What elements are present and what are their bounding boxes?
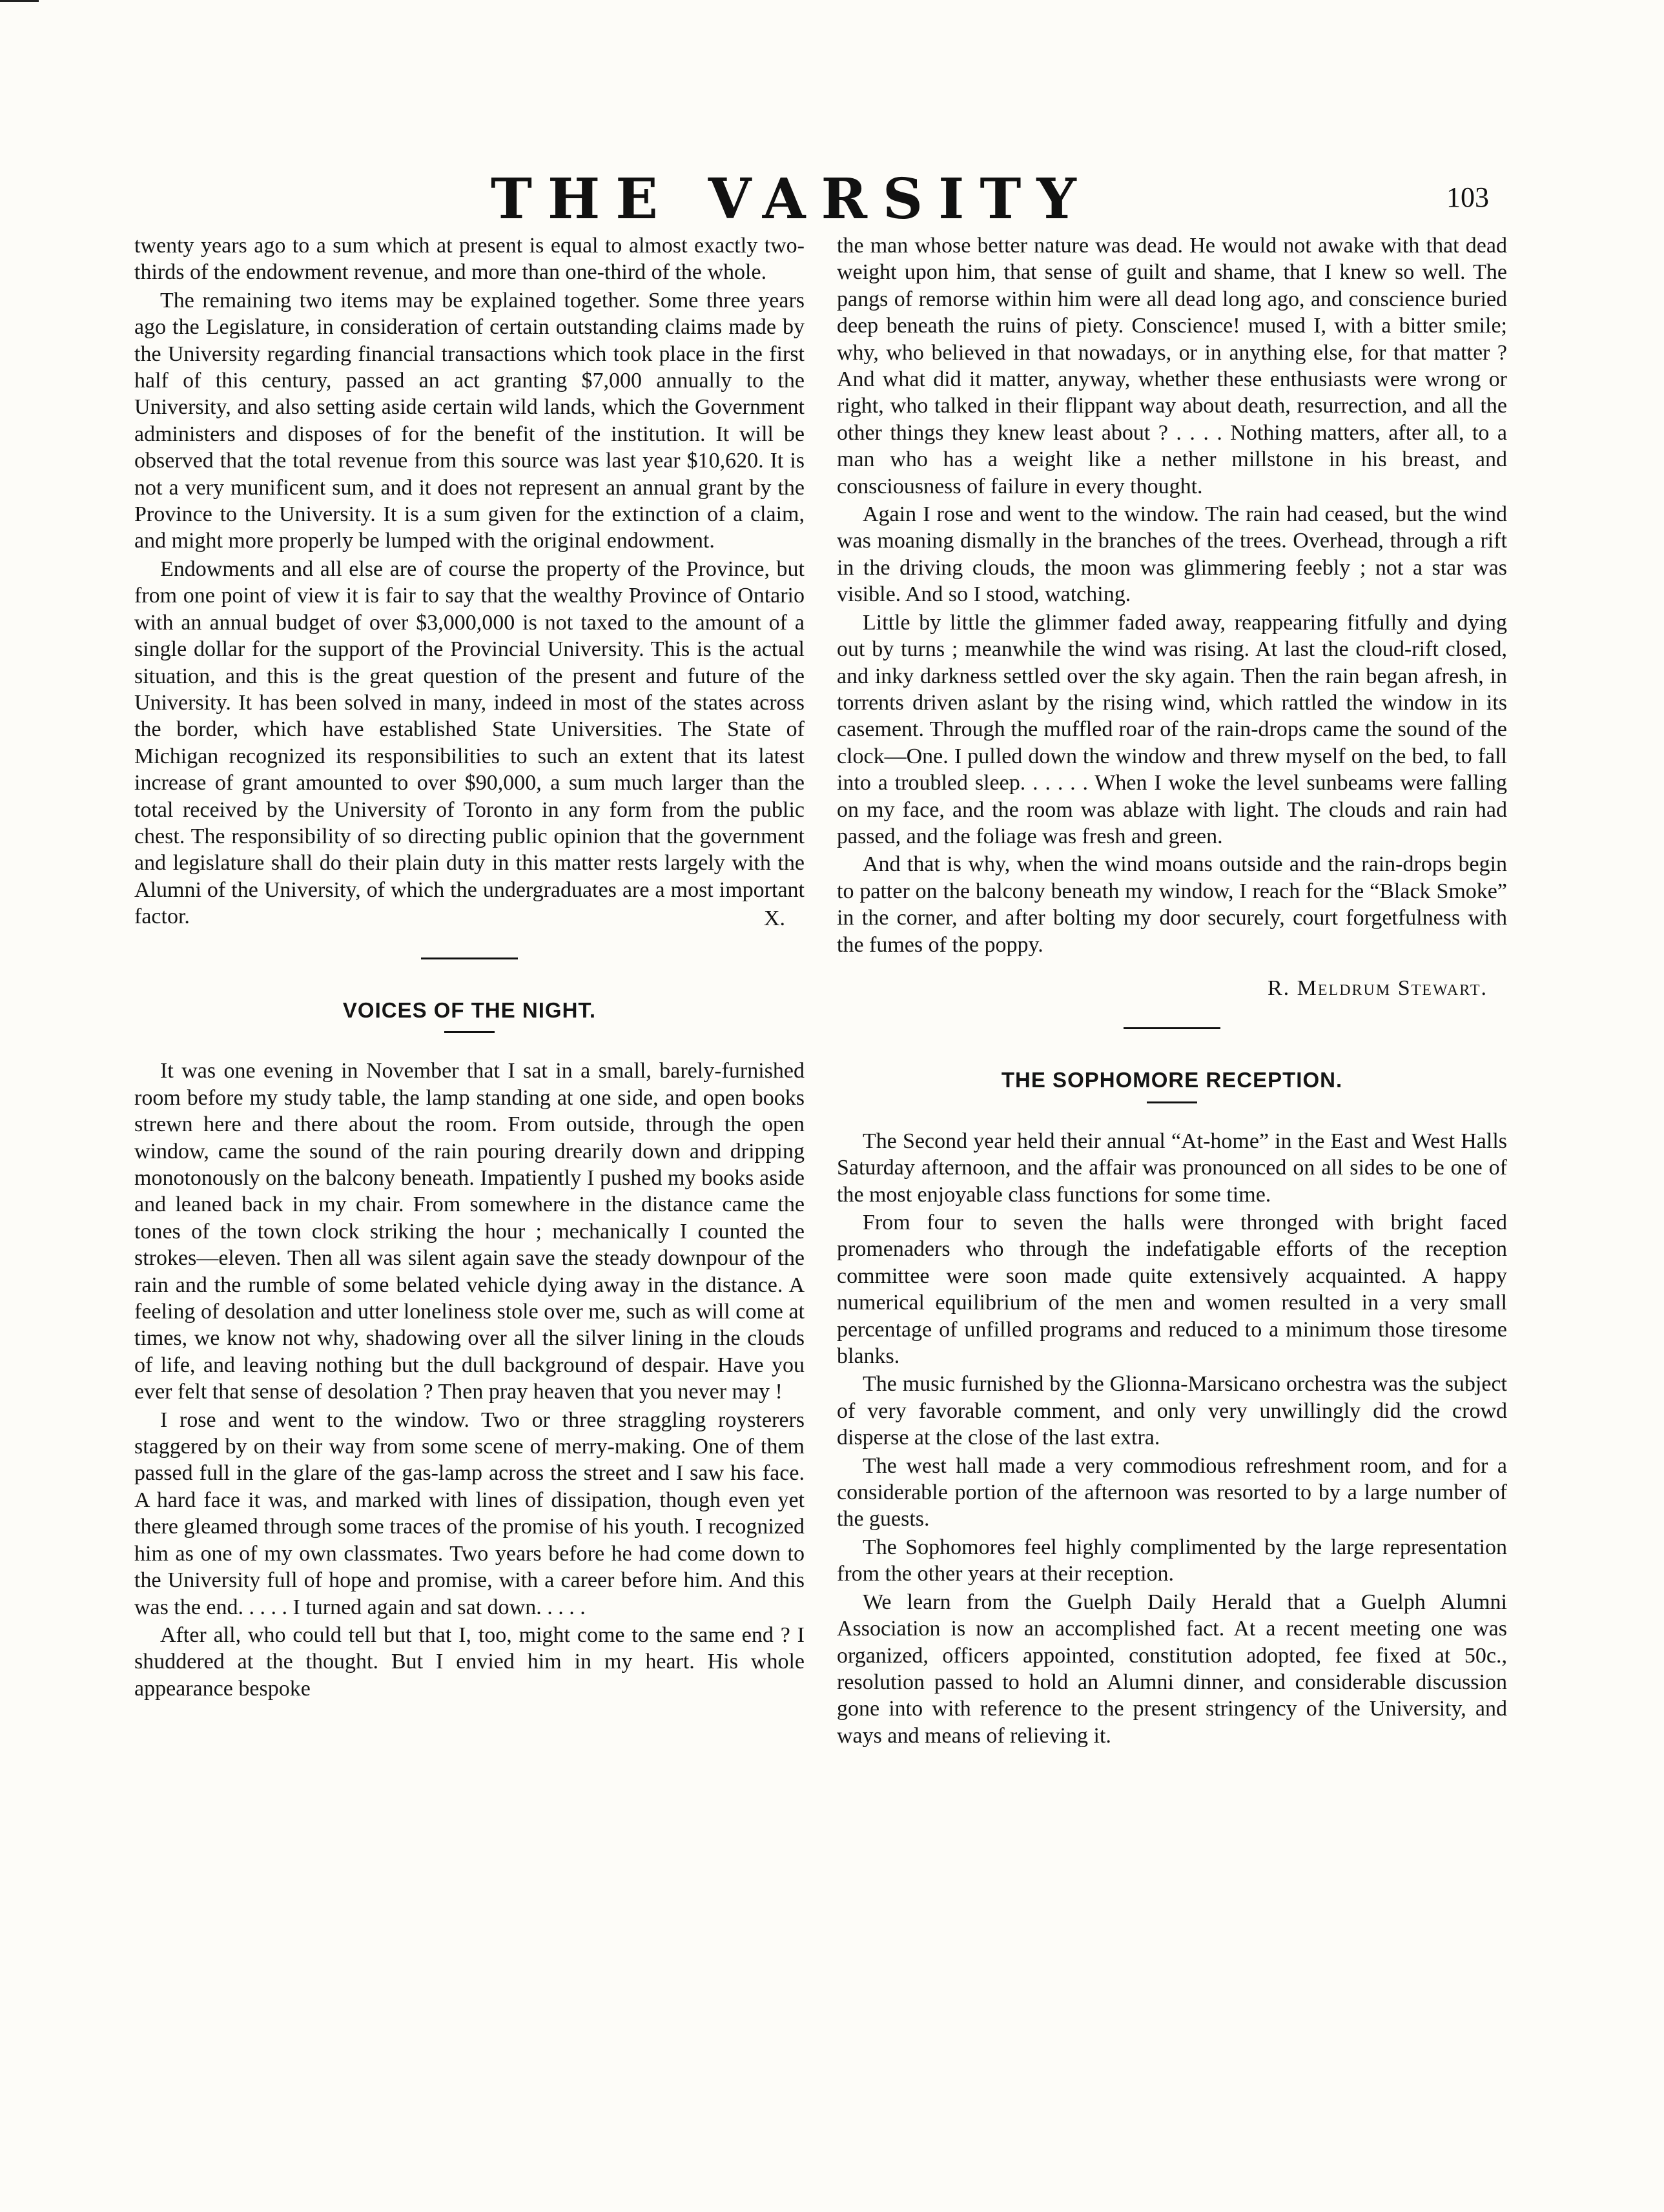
heading-underline — [1147, 1101, 1197, 1103]
page-number: 103 — [1446, 181, 1489, 213]
right-column — [837, 232, 1507, 1750]
paragraph: The Sophomores feel highly complimented by the large representation from the other years at their reception. — [837, 1535, 1507, 1586]
corner-rule — [0, 0, 39, 2]
masthead — [0, 161, 1664, 232]
paragraph: The remaining two items may be explained together. Some three years ago the Legislature, in consideration of certain outstanding claims made by the University regarding financial transactions which took place in the first half of this century, passed an act granting $7,000 annually to the University, and also setting aside certain wild lands, which the Government administers and disposes of for the benefit of the institution. It will be observed that the total revenue from this source was last year $10,620. It is not a very munificent sum, and it does not represent an annual grant by the Province to the University. It is a sum given for the extinction of a claim, and might more properly be lumped with the original endowment. — [134, 288, 805, 553]
paragraph: The west hall made a very commodious refreshment room, and for a considerable portion of the afternoon was resorted to by a large number of the guests. — [837, 1453, 1507, 1531]
paragraph: The music furnished by the Glionna-Marsicano orchestra was the subject of very favorable comment, and only very unwillingly did the crowd disperse at the close of the last extra. — [837, 1372, 1507, 1450]
paragraph: Endowments and all else are of course the property of the Province, but from one point of view it is fair to say that the wealthy Province of Ontario with an annual budget of over $3,000,000 is not taxed to the amount of a single dollar for the support of the Provincial University. This is the actual situation, and this is the great question of the present and future of the University. It has been solved in many, indeed in most of the states across the border, which have established State Universities. The State of Michigan recognized its responsibilities to such an extent that its latest increase of grant amounted to over $90,000, a sum much larger than the total received by the University of Toronto in any form from the public chest. The responsibility of so directing public opinion that the government and legislature shall do their plain duty in this matter rests largely with the Alumni of the University, of which the undergraduates are a most important factor. — [134, 557, 805, 929]
section-divider — [1124, 1027, 1220, 1029]
author-byline: R. Meldrum Stewart. — [1267, 976, 1488, 1000]
masthead-title: THE VARSITY — [491, 167, 1092, 232]
paragraph: The Second year held their annual “At-home” in the East and West Halls Saturday afternoon, and the affair was pronounced on all sides to be one of the most enjoyable class functions for some time. — [837, 1129, 1507, 1207]
paragraph: the man whose better nature was dead. He would not awake with that dead weight upon him, that sense of guilt and shame, that I knew so well. The pangs of remorse within him were all dead long ago, and conscience buried deep beneath the ruins of piety. Conscience! mused I, with a bitter smile; why, who believed in that nowadays, or in anything else, for that matter ? And what did it matter, anyway, whether these enthusiasts were wrong or right, who talked in their flippant way about death, resurrection, and all the other things they knew least about ? . . . . Nothing matters, after all, to a man who has a weight like a nether millstone in his breast, and consciousness of failure in every thought. — [837, 234, 1507, 498]
paragraph: It was one evening in November that I sat in a small, barely-furnished room before my study table, the lamp standing at one side, and open books strewn here and there about the room. From outside, through the open window, came the sound of the rain pouring drearily down and dripping monotonously on the balcony beneath. Impatiently I pushed my books aside and leaned back in my chair. From somewhere in the distance came the tones of the town clock striking the hour ; mechanically I counted the strokes—eleven. Then all was silent again save the steady downpour of the rain and the rumble of some belated vehicle dying away in the distance. A feeling of desolation and utter loneliness stole over me, such as will come at times, we know not why, shadowing over all the silver lining in the clouds of life, and leaving nothing but the dull background of despair. Have you ever felt that sense of desolation ? Then pray heaven that you never may ! — [134, 1059, 805, 1404]
paragraph: After all, who could tell but that I, too, might come to the same end ? I shuddered at the thought. But I envied him in my heart. His whole appearance bespoke — [134, 1623, 805, 1701]
paragraph: Little by little the glimmer faded away, reappearing fitfully and dying out by turns ; meanwhile the wind was rising. At last the cloud-rift closed, and inky darkness settled over the sky again. Then the rain began afresh, in torrents driven aslant by the rising wind, which rattled the window in its casement. Through the muffled roar of the rain-drops came the sound of the clock—One. I pulled down the window and threw myself on the bed, to fall into a troubled sleep. . . . . . When I woke the level sunbeams were falling on my face, and the room was ablaze with light. The clouds and rain had passed, and the foliage was fresh and green. — [837, 610, 1507, 848]
left-column — [134, 232, 805, 1703]
paragraph: We learn from the Guelph Daily Herald that a Guelph Alumni Association is now an accomplished fact. At a recent meeting one was organized, officers appointed, constitution adopted, fee fixed at 50c., resolution passed to hold an Alumni dinner, and considerable discussion gone into with reference to the present stringency of the University, and ways and means of relieving it. — [837, 1590, 1507, 1748]
paragraph: From four to seven the halls were thronged with bright faced promenaders who through the indefatigable efforts of the reception committee were soon made quite extensively acquainted. A happy numerical equilibrium of the men and women resulted in a very small percentage of unfilled programs and reduced to a minimum those tiresome blanks. — [837, 1211, 1507, 1369]
paragraph: And that is why, when the wind moans outside and the rain-drops begin to patter on the balcony beneath my window, I reach for the “Black Smoke” in the corner, and after bolting my door securely, court forgetfulness with the fumes of the poppy. — [837, 852, 1507, 957]
section-divider — [421, 958, 518, 959]
article-signature: X. — [763, 906, 785, 930]
heading-underline — [444, 1031, 495, 1033]
article-heading: THE SOPHOMORE RECEPTION. — [1001, 1068, 1343, 1092]
paragraph: twenty years ago to a sum which at present is equal to almost exactly two-thirds of the endowment revenue, and more than one-third of the whole. — [134, 234, 805, 285]
paragraph: Again I rose and went to the window. The rain had ceased, but the wind was moaning dismally in the branches of the trees. Overhead, through a rift in the driving clouds, the moon was glimmering feebly ; not a star was visible. And so I stood, watching. — [837, 502, 1507, 607]
paragraph: I rose and went to the window. Two or three straggling roysterers staggered by on their way from some scene of merry-making. One of them passed full in the glare of the gas-lamp across the street and I saw his face. A hard face it was, and marked with lines of dissipation, though even yet there gleamed through some traces of the promise of his youth. I recognized him as one of my own classmates. Two years before he had come down to the University full of hope and promise, with a career before him. And this was the end. . . . . I turned again and sat down. . . . . — [134, 1408, 805, 1619]
article-heading: VOICES OF THE NIGHT. — [342, 998, 597, 1022]
